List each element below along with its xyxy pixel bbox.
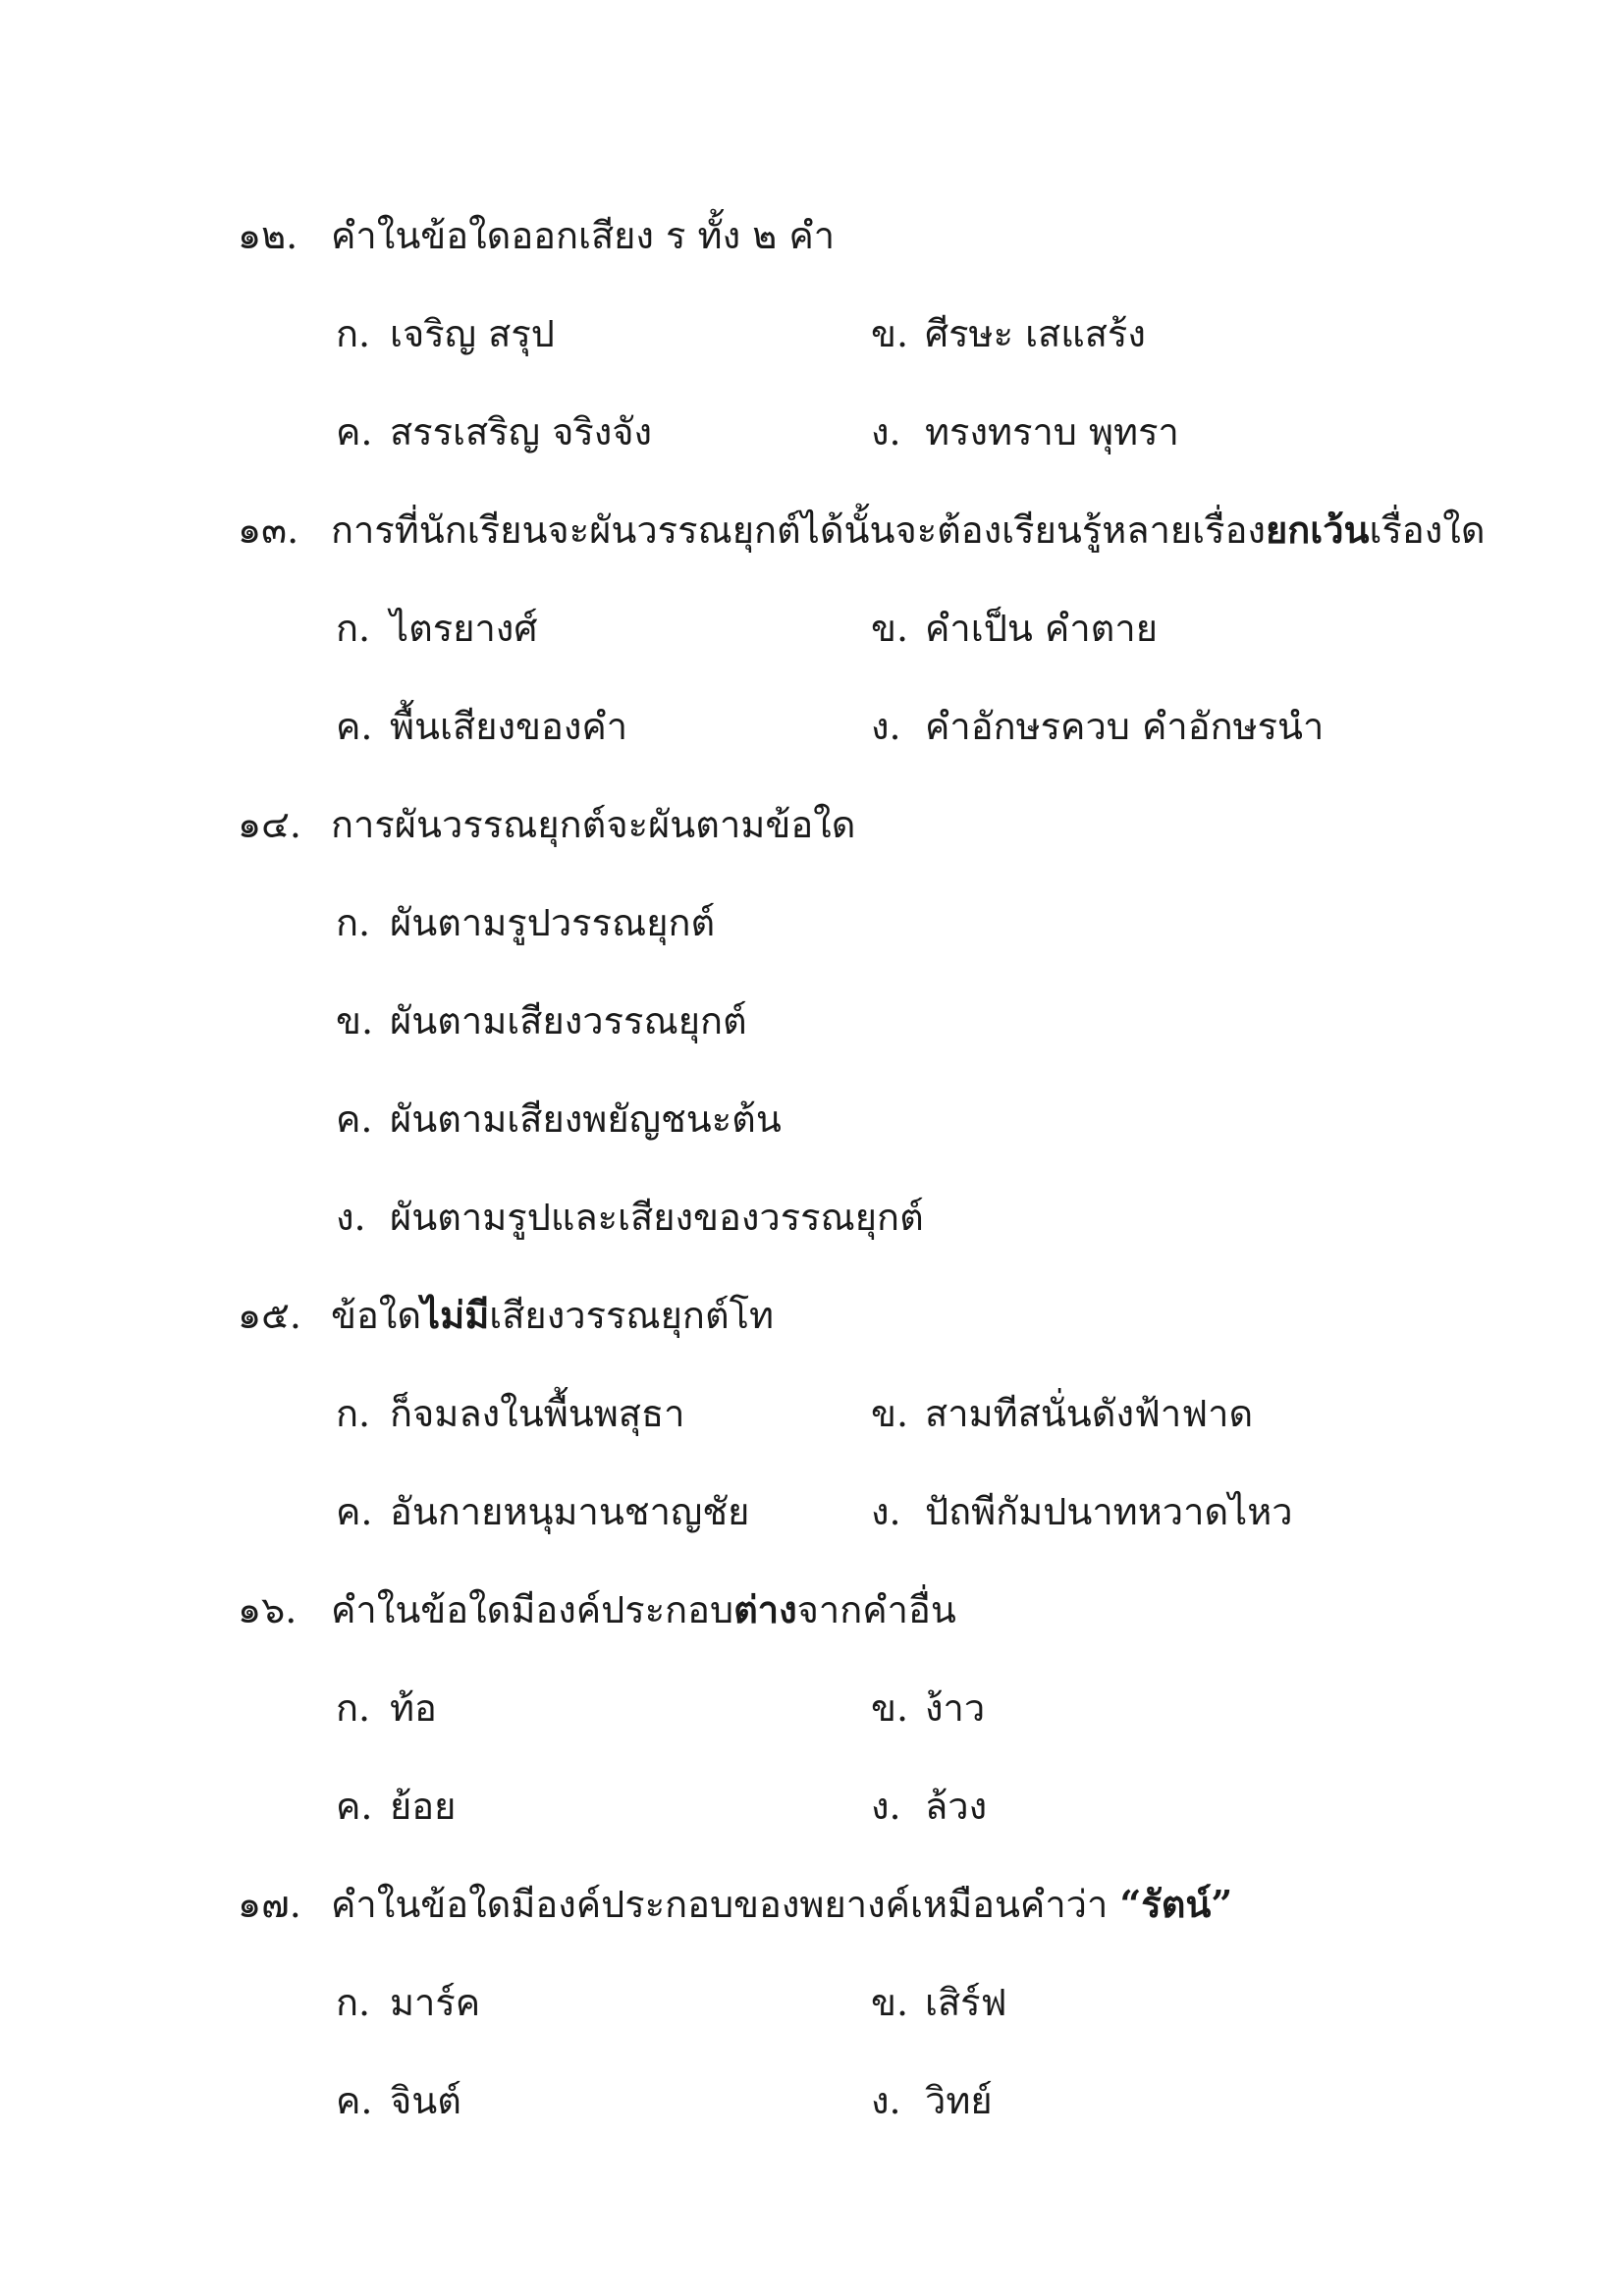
question-16 bbox=[0, 1561, 1624, 1855]
option-ko[interactable]: ก. มาร์ค bbox=[336, 1981, 481, 2024]
question-text: ข้อใดไม่มีเสียงวรรณยุกต์โท bbox=[331, 1293, 775, 1337]
question-12 bbox=[0, 187, 1624, 481]
option-kho[interactable]: ข. คำเป็น คำตาย bbox=[871, 607, 1158, 650]
option-kho[interactable]: ข. ศีรษะ เสแสร้ง bbox=[871, 312, 1146, 355]
option-ngo[interactable]: ง. คำอักษรควบ คำอักษรนำ bbox=[871, 705, 1325, 748]
question-13 bbox=[0, 481, 1624, 775]
option-kho[interactable]: ข. สามทีสนั่นดังฟ้าฟาด bbox=[871, 1392, 1254, 1435]
question-text: คำในข้อใดออกเสียง ร ทั้ง ๒ คำ bbox=[331, 214, 836, 257]
option-ko[interactable]: ก. ผันตามรูปวรรณยุกต์ bbox=[336, 901, 716, 944]
option-ngo[interactable]: ง. ปัถพีกัมปนาทหวาดไหว bbox=[871, 1490, 1293, 1533]
option-kho-khwai[interactable]: ค. จินต์ bbox=[336, 2079, 461, 2122]
option-kho-khwai[interactable]: ค. พื้นเสียงของคำ bbox=[336, 705, 628, 748]
question-text: คำในข้อใดมีองค์ประกอบของพยางค์เหมือนคำว่า “รัตน์” bbox=[331, 1882, 1233, 1926]
question-text: การที่นักเรียนจะผันวรรณยุกต์ได้นั้นจะต้องเรียนรู้หลายเรื่องยกเว้นเรื่องใด bbox=[331, 507, 1486, 552]
option-ngo[interactable]: ง. ผันตามรูปและเสียงของวรรณยุกต์ bbox=[336, 1196, 924, 1239]
option-kho-khwai[interactable]: ค. ย้อย bbox=[336, 1785, 457, 1828]
option-ko[interactable]: ก. ไตรยางศ์ bbox=[336, 607, 538, 650]
question-number: ๑๓. bbox=[238, 508, 299, 552]
option-kho-khwai[interactable]: ค. อันกายหนุมานชาญชัย bbox=[336, 1490, 750, 1533]
question-number: ๑๖. bbox=[238, 1588, 298, 1631]
option-kho[interactable]: ข. เสิร์ฟ bbox=[871, 1981, 1007, 2024]
question-text: คำในข้อใดมีองค์ประกอบต่างจากคำอื่น bbox=[331, 1587, 956, 1631]
question-14 bbox=[0, 775, 1624, 1266]
option-kho[interactable]: ข. ง้าว bbox=[871, 1686, 986, 1730]
option-kho-khwai[interactable]: ค. ผันตามเสียงพยัญชนะต้น bbox=[336, 1097, 782, 1141]
question-text: การผันวรรณยุกต์จะผันตามข้อใด bbox=[331, 803, 856, 846]
option-ngo[interactable]: ง. ล้วง bbox=[871, 1785, 988, 1828]
option-ko[interactable]: ก. ก็จมลงในพื้นพสุธา bbox=[336, 1392, 685, 1435]
question-number: ๑๗. bbox=[238, 1883, 301, 1926]
option-ko[interactable]: ก. เจริญ สรุป bbox=[336, 312, 555, 355]
question-17 bbox=[0, 1855, 1624, 2150]
option-ngo[interactable]: ง. วิทย์ bbox=[871, 2079, 993, 2122]
option-ko[interactable]: ก. ท้อ bbox=[336, 1686, 437, 1730]
question-number: ๑๒. bbox=[238, 214, 298, 257]
question-number: ๑๔. bbox=[238, 803, 301, 846]
option-ngo[interactable]: ง. ทรงทราบ พุทรา bbox=[871, 410, 1179, 454]
question-15 bbox=[0, 1266, 1624, 1561]
option-kho-khwai[interactable]: ค. สรรเสริญ จริงจัง bbox=[336, 410, 653, 454]
question-number: ๑๕. bbox=[238, 1294, 301, 1337]
option-kho[interactable]: ข. ผันตามเสียงวรรณยุกต์ bbox=[336, 999, 747, 1042]
